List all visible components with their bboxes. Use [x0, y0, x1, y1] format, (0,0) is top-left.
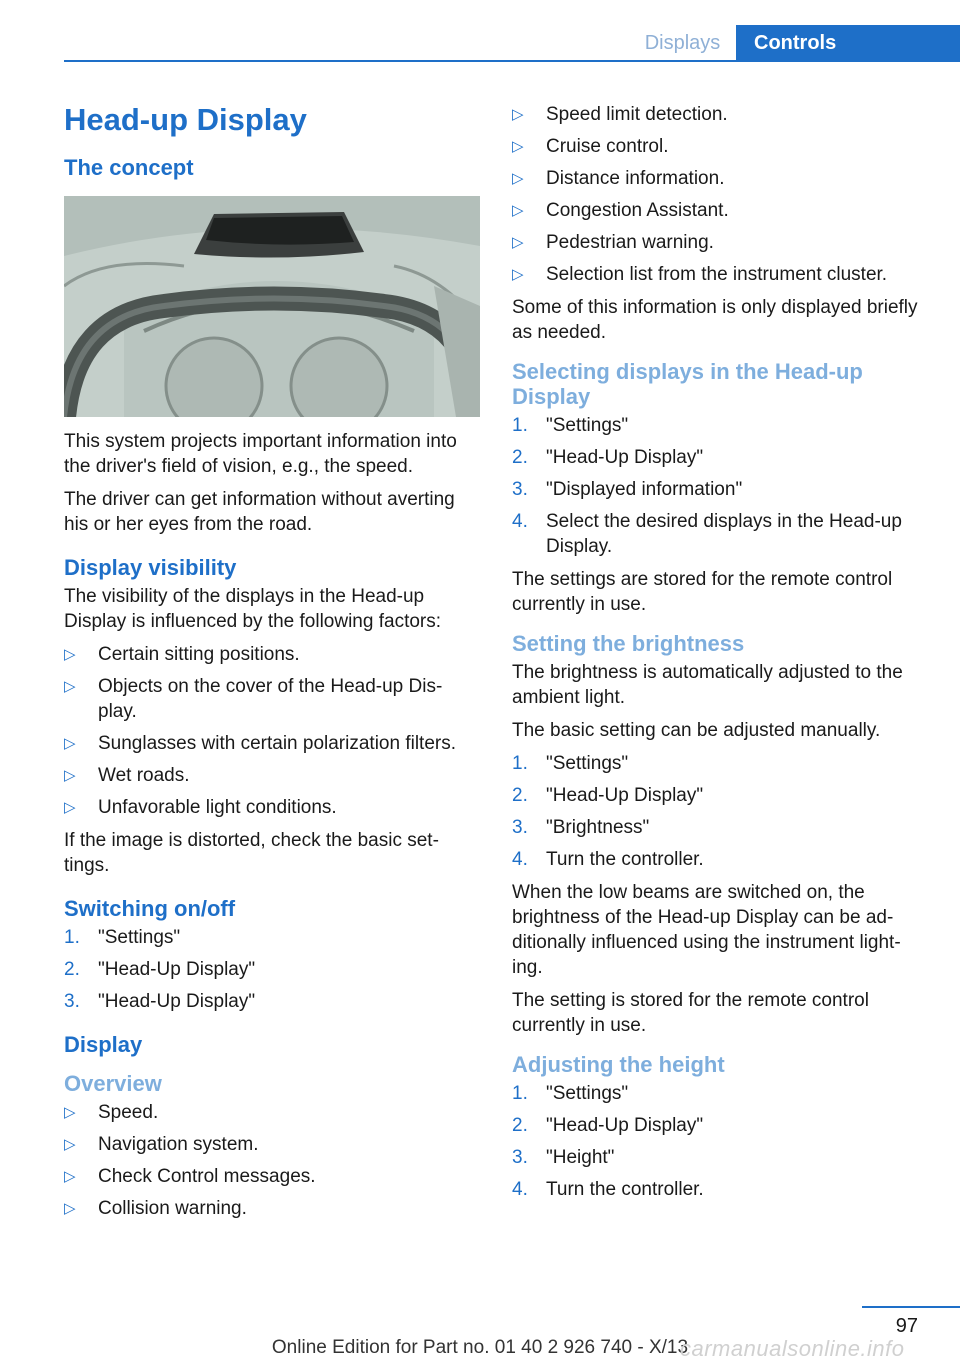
- triangle-bullet-icon: ▷: [64, 678, 76, 695]
- triangle-bullet-icon: ▷: [64, 1136, 76, 1153]
- concept-paragraph-2: The driver can get information without averting his or her eyes from the road.: [64, 489, 455, 535]
- page-number: 97: [895, 1315, 918, 1337]
- list-item: ▷ Speed.: [64, 1102, 159, 1123]
- brightness-note-1: When the low beams are switched on, the brightness of the Head-up Display can be ad-ditionally influenced using the instrument light-ing.: [512, 882, 901, 978]
- overview-list-continued: [512, 102, 928, 287]
- list-item: ▷ Distance information.: [512, 168, 725, 189]
- list-item: ▷ Objects on the cover of the Head-up Dis-play.: [64, 676, 443, 722]
- brightness-note-2: The setting is stored for the remote control currently in use.: [512, 990, 869, 1036]
- list-item: 3. "Head-Up Display": [64, 991, 256, 1012]
- list-item: ▷ Congestion Assistant.: [512, 200, 729, 221]
- list-item: ▷ Wet roads.: [64, 765, 190, 786]
- concept-heading: The concept: [64, 155, 194, 180]
- list-item: 4. Turn the controller.: [512, 849, 704, 870]
- list-item: 2. "Head-Up Display": [512, 785, 704, 806]
- selecting-heading: Selecting displays in the Head-up Display: [512, 359, 863, 409]
- triangle-bullet-icon: ▷: [64, 1104, 76, 1121]
- list-item: ▷ Unfavorable light conditions.: [64, 797, 337, 818]
- list-item: 2. "Head-Up Display": [512, 1115, 704, 1136]
- page-title: Head-up Display: [64, 102, 307, 137]
- triangle-bullet-icon: ▷: [512, 106, 524, 123]
- brightness-paragraph-1: The brightness is automatically adjusted to the ambient light.: [512, 662, 903, 708]
- height-steps: [512, 1081, 928, 1202]
- selecting-steps: [512, 413, 928, 559]
- footer-rule: [862, 1306, 960, 1308]
- right-column: [512, 102, 928, 1210]
- header-rule: [64, 60, 960, 62]
- edition-footer: Online Edition for Part no. 01 40 2 926 740 - X/13: [271, 1337, 689, 1358]
- display-heading: Display: [64, 1032, 143, 1057]
- list-item: 1. "Settings": [512, 753, 629, 774]
- triangle-bullet-icon: ▷: [64, 646, 76, 663]
- list-item: ▷ Speed limit detection.: [512, 104, 728, 125]
- list-item: ▷ Pedestrian warning.: [512, 232, 714, 253]
- visibility-note: If the image is distorted, check the basic set-tings.: [64, 830, 439, 876]
- list-item: ▷ Cruise control.: [512, 136, 669, 157]
- list-item: 2. "Head-Up Display": [64, 959, 256, 980]
- triangle-bullet-icon: ▷: [64, 1200, 76, 1217]
- visibility-list: [64, 642, 480, 820]
- list-item: 1. "Settings": [512, 415, 629, 436]
- triangle-bullet-icon: ▷: [64, 735, 76, 752]
- selecting-note: The settings are stored for the remote control currently in use.: [512, 569, 893, 615]
- list-item: 3. "Displayed information": [512, 479, 743, 500]
- triangle-bullet-icon: ▷: [64, 799, 76, 816]
- list-item: 4. Turn the controller.: [512, 1179, 704, 1200]
- switching-heading: Switching on/off: [64, 896, 236, 921]
- watermark: carmanualsonline.info: [680, 1336, 905, 1361]
- brightness-heading: Setting the brightness: [512, 631, 745, 656]
- visibility-heading: Display visibility: [64, 555, 237, 580]
- brightness-steps: [512, 751, 928, 872]
- triangle-bullet-icon: ▷: [512, 170, 524, 187]
- header-chapter-tab: Controls: [736, 25, 960, 62]
- list-item: 1. "Settings": [512, 1083, 629, 1104]
- triangle-bullet-icon: ▷: [64, 1168, 76, 1185]
- list-item: ▷ Check Control messages.: [64, 1166, 316, 1187]
- list-item: ▷ Collision warning.: [64, 1198, 247, 1219]
- list-item: ▷ Navigation system.: [64, 1134, 259, 1155]
- list-item: ▷ Sunglasses with certain polarization filters.: [64, 733, 457, 754]
- overview-note: Some of this information is only displayed briefly as needed.: [512, 297, 918, 343]
- list-item: ▷ Selection list from the instrument cluster.: [512, 264, 888, 285]
- hud-dashboard-illustration: [64, 196, 480, 417]
- height-heading: Adjusting the height: [512, 1052, 725, 1077]
- list-item: ▷ Certain sitting positions.: [64, 644, 300, 665]
- switching-steps: [64, 925, 480, 1014]
- concept-paragraph-1: This system projects important information into the driver's field of vision, e.g., the speed.: [64, 431, 457, 477]
- visibility-paragraph: The visibility of the displays in the Head-up Display is influenced by the following factors:: [64, 586, 442, 632]
- header-section-label: Displays: [644, 32, 721, 54]
- triangle-bullet-icon: ▷: [512, 138, 524, 155]
- list-item: 3. "Height": [512, 1147, 615, 1168]
- overview-list: [64, 1100, 480, 1221]
- list-item: 1. "Settings": [64, 927, 181, 948]
- brightness-paragraph-2: The basic setting can be adjusted manually.: [512, 720, 881, 741]
- triangle-bullet-icon: ▷: [512, 266, 524, 283]
- list-item: 3. "Brightness": [512, 817, 650, 838]
- triangle-bullet-icon: ▷: [512, 202, 524, 219]
- triangle-bullet-icon: ▷: [512, 234, 524, 251]
- list-item: 2. "Head-Up Display": [512, 447, 704, 468]
- overview-heading: Overview: [64, 1071, 162, 1096]
- triangle-bullet-icon: ▷: [64, 767, 76, 784]
- list-item: 4. Select the desired displays in the Head-up Display.: [512, 511, 902, 557]
- left-column: [64, 100, 480, 1229]
